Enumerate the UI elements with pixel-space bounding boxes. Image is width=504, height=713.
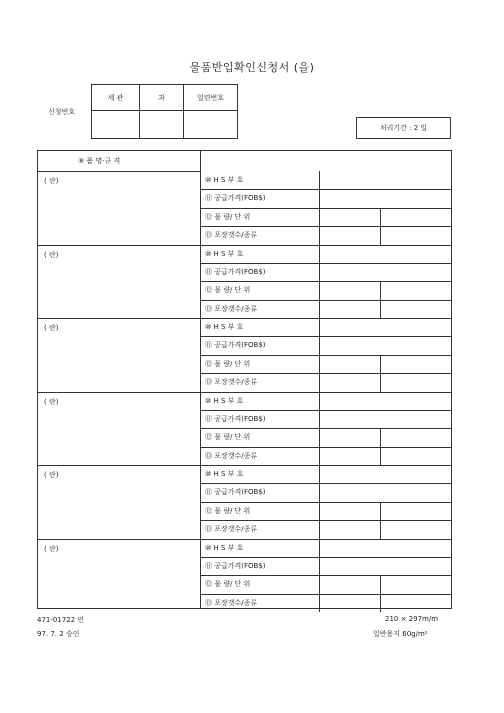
serial-field[interactable]: [184, 111, 238, 139]
package-type-field[interactable]: [381, 227, 450, 243]
quantity-field[interactable]: [320, 356, 379, 372]
hs-code-field[interactable]: [320, 246, 450, 262]
row-label: ⑫ 물 량/ 단 위: [205, 580, 251, 589]
row-label: ⑩ H S 부 호: [205, 176, 244, 184]
quantity-field[interactable]: [320, 576, 379, 592]
row-label: ⑩ H S 부 호: [205, 543, 244, 552]
quantity-field[interactable]: [320, 503, 379, 519]
row-label: ⑫ 물 량/ 단 위: [205, 506, 251, 515]
application-number-label: 신청번호: [48, 108, 76, 116]
customs-field[interactable]: [92, 111, 140, 139]
supply-price-field[interactable]: [320, 558, 450, 574]
item-group-label: ( 란): [44, 544, 59, 553]
row-label: ⑫ 물 량/ 단 위: [205, 212, 251, 221]
unit-field[interactable]: [381, 209, 450, 225]
item-name-field[interactable]: [39, 334, 199, 390]
unit-field[interactable]: [381, 576, 450, 592]
row-label: ⑩ H S 부 호: [205, 396, 244, 405]
row-label: ⑪ 공급가격(FOB$): [205, 414, 266, 423]
item-name-field[interactable]: [39, 261, 199, 317]
hs-code-field[interactable]: [320, 319, 450, 335]
package-count-field[interactable]: [320, 521, 379, 537]
item-group-label: ( 란): [44, 471, 59, 479]
section-header: 과: [140, 85, 184, 111]
row-label: ⑫ 물 량/ 단 위: [205, 286, 251, 295]
row-label: ⑪ 공급가격(FOB$): [205, 341, 266, 350]
supply-price-field[interactable]: [320, 190, 450, 206]
row-label: ⑬ 포장갯수/종류: [205, 598, 258, 607]
approval-date: 97. 7. 2 승인: [37, 630, 80, 638]
hs-code-field[interactable]: [320, 540, 450, 556]
supply-price-field[interactable]: [320, 484, 450, 500]
unit-field[interactable]: [381, 429, 450, 445]
quantity-field[interactable]: [320, 429, 379, 445]
row-label: ⑪ 공급가격(FOB$): [205, 561, 266, 570]
item-name-field[interactable]: [39, 408, 199, 464]
document-title: 물품반입확인신청서 (을): [189, 61, 315, 74]
package-count-field[interactable]: [320, 374, 379, 390]
row-label: ⑩ H S 부 호: [205, 249, 244, 258]
row-label: ⑬ 포장갯수/종류: [205, 525, 258, 534]
item-name-field[interactable]: [39, 555, 199, 611]
item-group-label: ( 란): [44, 177, 59, 185]
package-type-field[interactable]: [381, 374, 450, 390]
items-table: [37, 150, 452, 609]
row-label: ⑬ 포장갯수/종류: [205, 378, 258, 387]
item-name-field[interactable]: [39, 187, 199, 243]
serial-header: 일련번호: [184, 85, 238, 111]
hs-code-field[interactable]: [320, 172, 450, 188]
item-name-spec-header: ⑨ 품 명·규 격: [78, 157, 121, 165]
row-label: ⑫ 물 량/ 단 위: [205, 433, 251, 442]
item-group-label: ( 란): [44, 324, 59, 332]
customs-header: 세 관: [92, 85, 140, 111]
row-label: ⑪ 공급가격(FOB$): [205, 267, 266, 276]
form-number: 471-01722 민: [37, 616, 85, 624]
processing-period: 처리기간 : 2 일: [356, 117, 451, 139]
package-count-field[interactable]: [320, 448, 379, 464]
registration-table: [91, 84, 238, 139]
package-count-field[interactable]: [320, 227, 379, 243]
quantity-field[interactable]: [320, 209, 379, 225]
unit-field[interactable]: [381, 503, 450, 519]
paper-type: 일반용지 60g/m²: [373, 630, 428, 638]
unit-field[interactable]: [381, 356, 450, 372]
row-label: ⑪ 공급가격(FOB$): [205, 488, 266, 497]
item-name-field[interactable]: [39, 481, 199, 537]
section-field[interactable]: [140, 111, 184, 139]
row-label: ⑬ 포장갯수/종류: [205, 231, 258, 240]
supply-price-field[interactable]: [320, 411, 450, 427]
hs-code-field[interactable]: [320, 466, 450, 482]
row-label: ⑬ 포장갯수/종류: [205, 304, 258, 313]
package-type-field[interactable]: [381, 301, 450, 317]
row-label: ⑪ 공급가격(FOB$): [205, 194, 266, 203]
paper-size: 210 × 297m/m: [385, 615, 439, 623]
unit-field[interactable]: [381, 282, 450, 298]
quantity-field[interactable]: [320, 282, 379, 298]
package-type-field[interactable]: [381, 595, 450, 611]
row-label: ⑫ 물 량/ 단 위: [205, 359, 251, 368]
supply-price-field[interactable]: [320, 337, 450, 353]
item-group-label: ( 란): [44, 397, 59, 406]
package-type-field[interactable]: [381, 521, 450, 537]
package-type-field[interactable]: [381, 448, 450, 464]
row-label: ⑬ 포장갯수/종류: [205, 451, 258, 460]
row-label: ⑩ H S 부 호: [205, 323, 244, 331]
header-divider: [38, 171, 200, 172]
supply-price-field[interactable]: [320, 264, 450, 280]
package-count-field[interactable]: [320, 301, 379, 317]
hs-code-field[interactable]: [320, 393, 450, 409]
row-label: ⑩ H S 부 호: [205, 470, 244, 478]
package-count-field[interactable]: [320, 595, 379, 611]
item-group-label: ( 란): [44, 250, 59, 259]
